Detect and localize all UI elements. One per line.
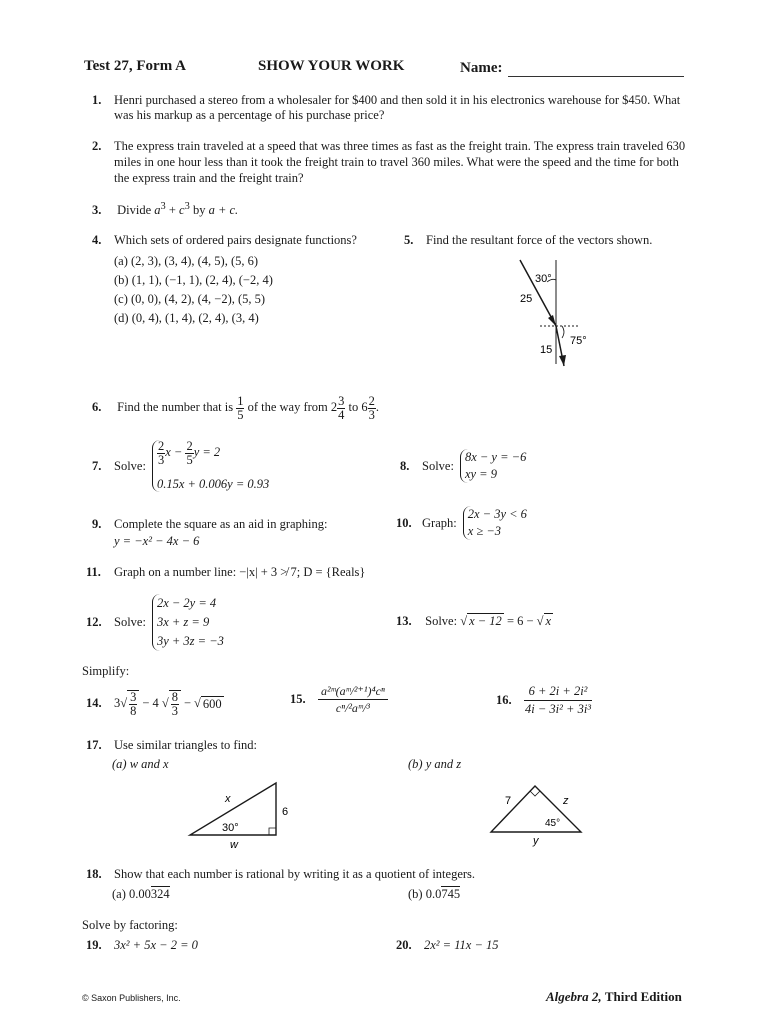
q6-end: . <box>375 399 380 414</box>
triangle-b <box>485 778 595 848</box>
q7-system <box>152 440 269 492</box>
q4-options <box>114 252 273 328</box>
q3-pre: Divide <box>117 203 152 218</box>
q8-eq2: xy = 9 <box>464 467 497 481</box>
q6-mid: of the way from 2 <box>247 399 338 414</box>
q2-text: The express train traveled at a speed that was three times as fast as the freight train. The express train traveled 630 miles in one hour less than it took the freight train to travel 360 miles. What were the speed and the time for both the express train and the freight train? <box>114 139 686 185</box>
question-5 <box>404 233 652 248</box>
q12-system <box>152 594 224 651</box>
question-6 <box>92 395 379 421</box>
solve-by-factoring-heading: Solve by factoring: <box>82 918 178 932</box>
q6-frac2-den: 4 <box>338 407 345 422</box>
q17-text: Use similar triangles to find: <box>114 738 258 752</box>
q13-solve: Solve: <box>425 614 458 628</box>
q7-eq1-mid: x − <box>165 444 183 459</box>
q6-number: 6. <box>92 399 102 414</box>
q4-number: 4. <box>92 233 102 247</box>
q10-graph: Graph: <box>422 515 457 530</box>
q8-solve: Solve: <box>422 458 454 473</box>
q3-a: a <box>154 203 161 218</box>
name-line[interactable] <box>508 76 684 77</box>
label-75: 75° <box>570 335 587 347</box>
q2-number: 2. <box>92 139 102 153</box>
q17-part-b: (b) y and z <box>408 757 462 771</box>
q10-ineq2: x ≥ −3 <box>467 524 502 538</box>
footer-book-title: Algebra 2, <box>546 989 602 1004</box>
footer-book-edition: Third Edition <box>604 989 682 1004</box>
question-14: 14. 3 √ $\frac{3}{8}$ − 4 √ $\frac{8}{3}$ − √ 600 <box>86 690 222 718</box>
q11-text: Graph on a number line: −|x| + 3 ≯ 7; D = {Reals} <box>114 565 366 579</box>
q4-text: Which sets of ordered pairs designate functions? <box>114 233 357 247</box>
angle-75-arc <box>562 326 564 338</box>
question-13: 13. Solve: √ x − 12 = 6 − √ x <box>396 614 552 628</box>
q12-eq2: 3x + z = 9 <box>156 615 210 629</box>
q7-eq1-end: y = 2 <box>193 444 221 459</box>
q4-option-b: (b) (1, 1), (−1, 1), (2, 4), (−2, 4) <box>114 273 273 287</box>
triangle-a-x: x <box>225 793 231 805</box>
q7-frac1-den: 3 <box>157 452 165 467</box>
label-25: 25 <box>520 293 533 305</box>
q7-frac1 <box>157 440 165 466</box>
q7-eq1 <box>157 440 269 466</box>
simplify-heading: Simplify: <box>82 664 130 678</box>
q19-number: 19. <box>86 938 102 952</box>
triangle-b-y: y <box>533 835 539 847</box>
question-12 <box>86 594 224 651</box>
show-your-work: SHOW YOUR WORK <box>258 58 405 74</box>
question-18 <box>86 867 475 882</box>
q13-radicand2: x <box>545 614 552 628</box>
triangle-b-z: z <box>563 795 569 807</box>
q6-frac3 <box>368 395 376 421</box>
label-15: 15 <box>540 344 553 356</box>
q14-rad1-num: 3 <box>130 690 137 704</box>
q14-minus2: − <box>183 696 191 710</box>
q12-eq3: 3y + 3z = −3 <box>156 634 224 648</box>
q12-number: 12. <box>86 615 102 629</box>
question-19 <box>86 938 198 953</box>
question-20 <box>396 938 499 953</box>
q9-number: 9. <box>92 517 102 531</box>
q12-eq1: 2x − 2y = 4 <box>156 596 217 610</box>
q14-coef1: 3 <box>114 696 121 710</box>
q18-a-repeat: 324 <box>150 887 170 901</box>
q4-option-c: (c) (0, 0), (4, 2), (4, −2), (5, 5) <box>114 292 266 306</box>
q15-denominator: cⁿ/²aᵐ/³ <box>335 701 370 715</box>
q14-rad2 <box>169 690 181 717</box>
q16-fraction <box>524 685 592 715</box>
triangle-b-7: 7 <box>505 795 512 807</box>
q7-frac2 <box>185 440 193 466</box>
q7-number: 7. <box>92 458 102 473</box>
q8-system <box>460 449 526 483</box>
triangle-a-6: 6 <box>282 806 289 818</box>
q10-number: 10. <box>396 515 412 530</box>
q19-equation: 3x² + 5x − 2 = 0 <box>114 938 198 952</box>
q3-exp2: 3 <box>184 201 190 212</box>
question-10 <box>396 506 527 540</box>
q6-frac3-den: 3 <box>368 407 375 422</box>
q4-option-d: (d) (0, 4), (1, 4), (2, 4), (3, 4) <box>114 311 259 325</box>
q10-system <box>463 506 527 540</box>
q6-frac2-num: 3 <box>338 394 345 408</box>
q7-solve: Solve: <box>114 458 146 473</box>
q8-eq1: 8x − y = −6 <box>464 450 527 464</box>
vector-15-arrowhead <box>559 355 566 366</box>
triangle-a-angle: 30° <box>222 822 239 834</box>
question-7 <box>92 440 269 492</box>
label-30: 30° <box>535 273 552 285</box>
q14-minus: − 4 <box>142 696 159 710</box>
q9-equation: y = −x² − 4x − 6 <box>114 534 200 548</box>
q14-rad1-den: 8 <box>130 703 137 718</box>
q7-eq2: 0.15x + 0.006y = 0.93 <box>156 477 270 491</box>
q14-rad1 <box>127 690 139 717</box>
question-9 <box>92 516 327 550</box>
triangle-a <box>180 775 300 850</box>
question-8 <box>400 449 526 483</box>
q13-mid: = 6 − <box>506 614 534 628</box>
q18-part-b <box>408 887 460 902</box>
vector-25-arrowhead <box>548 315 556 326</box>
q1-text: Henri purchased a stereo from a wholesaler for $400 and then sold it in his electronics warehouse for $450. What was his markup as a percentage of his purchase price? <box>114 93 681 122</box>
question-3 <box>92 201 238 218</box>
triangle-b-right-angle <box>530 791 540 796</box>
footer-book <box>546 989 682 1005</box>
q6-frac2 <box>337 395 345 421</box>
q18-b-repeat: 745 <box>441 887 461 901</box>
q16-numerator: 6 + 2i + 2i² <box>524 685 592 701</box>
q16-number: 16. <box>496 692 512 707</box>
q1-number: 1. <box>92 93 102 107</box>
q3-exp1: 3 <box>160 201 166 212</box>
question-1 <box>92 93 692 123</box>
q7-frac2-den: 5 <box>186 452 193 467</box>
q9-text: Complete the square as an aid in graphing: <box>114 517 328 531</box>
q15-number: 15. <box>290 692 306 706</box>
q6-frac1-num: 1 <box>237 394 244 408</box>
q11-number: 11. <box>86 565 101 579</box>
q3-number: 3. <box>92 203 102 218</box>
footer-copyright: © Saxon Publishers, Inc. <box>82 993 181 1003</box>
q18-b-prefix: (b) 0.0 <box>408 887 442 901</box>
q6-pre: Find the number that is <box>117 399 234 414</box>
q8-number: 8. <box>400 458 410 473</box>
q7-frac1-num: 2 <box>157 439 165 453</box>
q3-by: by <box>192 203 206 218</box>
triangle-b-shape <box>491 786 581 832</box>
question-11 <box>86 565 365 580</box>
q15-fraction <box>318 685 388 714</box>
question-4 <box>92 233 357 248</box>
q14-rad3: 600 <box>202 696 222 711</box>
q13-number: 13. <box>396 614 412 628</box>
question-16 <box>496 685 592 715</box>
q5-number: 5. <box>404 233 414 247</box>
q6-to: to 6 <box>348 399 368 414</box>
question-2 <box>92 138 692 186</box>
q15-numerator: a²ᵐ(aᵐ/²⁺¹)⁴cⁿ <box>318 685 388 700</box>
triangle-a-w: w <box>230 839 238 850</box>
question-17 <box>86 738 257 753</box>
test-title: Test 27, Form A <box>84 58 186 74</box>
q12-solve: Solve: <box>114 615 146 629</box>
q20-number: 20. <box>396 938 412 952</box>
q17-part-a: (a) w and x <box>112 757 169 771</box>
q6-frac1-den: 5 <box>237 407 244 422</box>
triangle-b-angle: 45° <box>545 818 561 829</box>
q7-frac2-num: 2 <box>186 439 193 453</box>
q14-rad2-num: 8 <box>171 690 178 704</box>
name-label: Name: <box>460 60 503 76</box>
q18-number: 18. <box>86 867 102 881</box>
q13-radicand1: x − 12 <box>469 614 502 628</box>
q17-number: 17. <box>86 738 102 752</box>
q20-equation: 2x² = 11x − 15 <box>424 938 499 952</box>
question-15 <box>290 685 388 714</box>
q3-c: c <box>179 203 185 218</box>
q3-divisor: a + c. <box>208 203 239 218</box>
vector-diagram <box>500 252 610 372</box>
q3-plus: + <box>168 203 176 218</box>
q18-part-a <box>112 887 170 902</box>
q6-frac1 <box>236 395 244 421</box>
q4-option-a: (a) (2, 3), (3, 4), (4, 5), (5, 6) <box>114 254 259 268</box>
q18-a-prefix: (a) 0.00 <box>112 887 151 901</box>
q5-text: Find the resultant force of the vectors shown. <box>426 233 653 247</box>
q6-frac3-num: 2 <box>368 394 375 408</box>
triangle-a-right-angle <box>269 828 276 835</box>
q16-denominator: 4i − 3i² + 3i³ <box>525 701 592 716</box>
q18-text: Show that each number is rational by writing it as a quotient of integers. <box>114 867 476 881</box>
q10-ineq1: 2x − 3y < 6 <box>467 507 527 521</box>
q14-rad2-den: 3 <box>171 703 178 718</box>
q14-number: 14. <box>86 696 102 710</box>
